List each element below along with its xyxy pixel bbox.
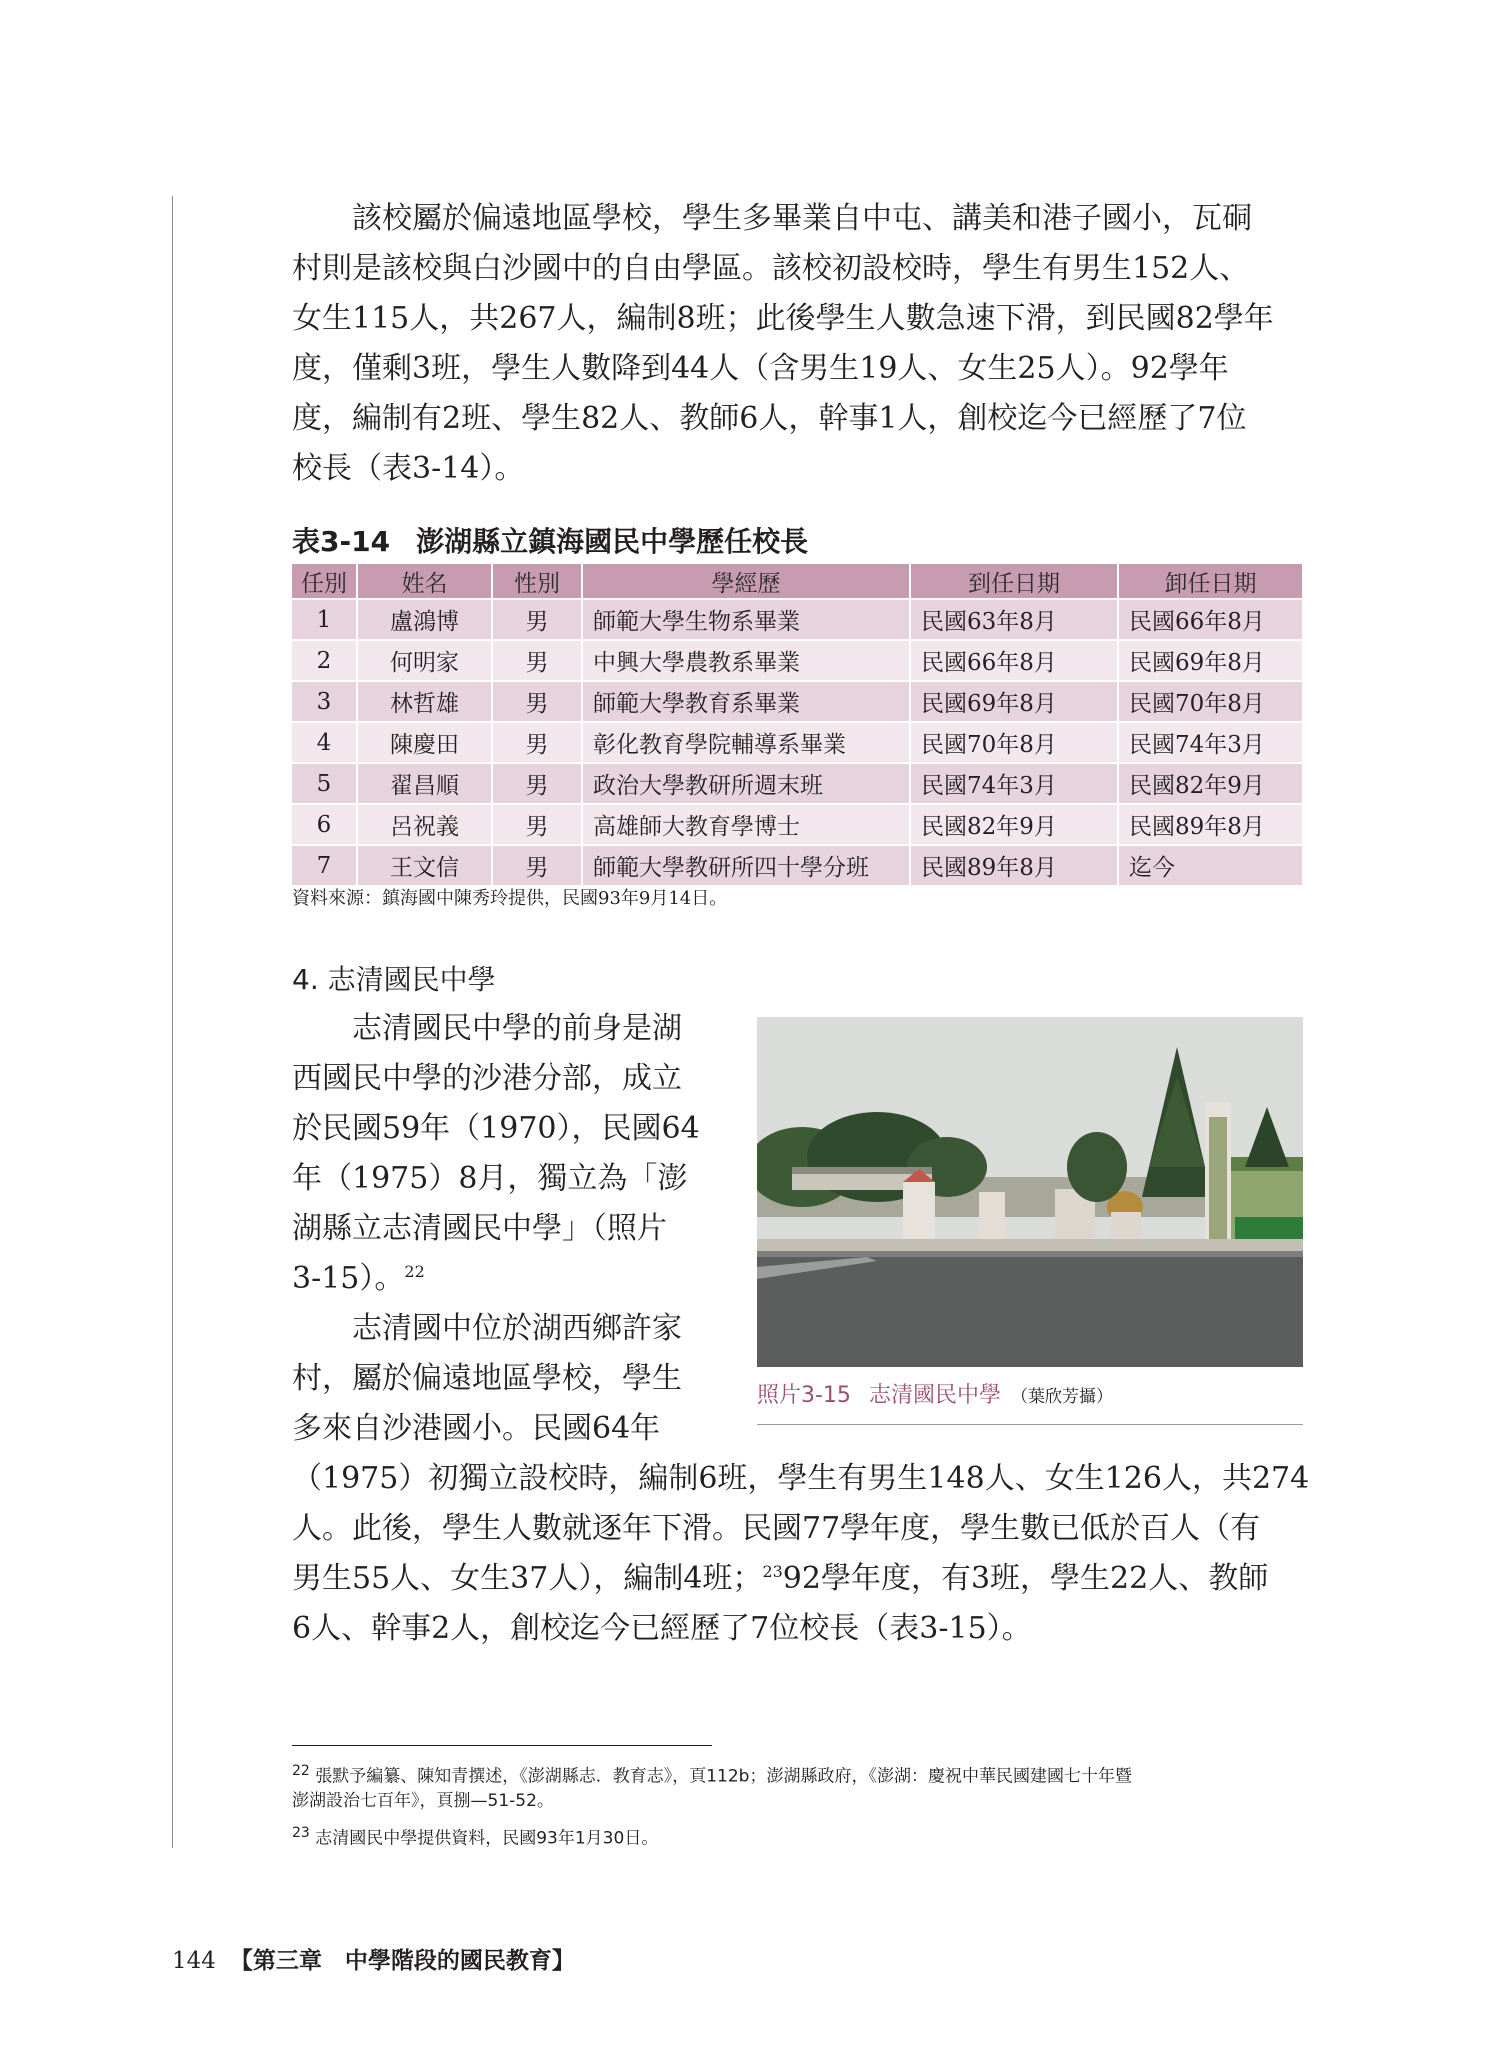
cell: 7: [292, 845, 357, 885]
col-header: 姓名: [357, 564, 492, 599]
principals-table: [292, 564, 1304, 885]
cell: 師範大學生物系畢業: [582, 599, 910, 640]
cell: 盧鴻博: [357, 599, 492, 640]
table-row: [292, 640, 1303, 681]
cell: 民國89年8月: [910, 845, 1118, 885]
text-line: 湖縣立志清國民中學」（照片: [292, 1211, 667, 1246]
text-line: 校長（表3-14）。: [292, 451, 525, 486]
cell: 民國69年8月: [1118, 640, 1303, 681]
cell: 師範大學教育系畢業: [582, 681, 910, 722]
footnote-number: 23: [292, 1825, 310, 1841]
cell: 何明家: [357, 640, 492, 681]
table-header-row: [292, 564, 1303, 599]
text-fragment: 92學年度，有3班，學生22人、教師: [782, 1561, 1269, 1596]
table-row: [292, 845, 1303, 885]
footnote-rule: [292, 1745, 712, 1746]
cell: 師範大學教研所四十學分班: [582, 845, 910, 885]
col-header: 卸任日期: [1118, 564, 1303, 599]
footnote-ref-22: 22: [404, 1262, 425, 1281]
text-line: 多來自沙港國小。民國64年: [292, 1411, 661, 1446]
page-number: 144: [172, 1948, 216, 1974]
cell: 民國66年8月: [910, 640, 1118, 681]
text-line: 志清國中位於湖西鄉許家: [352, 1311, 682, 1346]
cell: 民國74年3月: [910, 763, 1118, 804]
cell: 民國74年3月: [1118, 722, 1303, 763]
text-line: 西國民中學的沙港分部，成立: [292, 1061, 682, 1096]
photo-title: 志清國民中學: [868, 1383, 1001, 1408]
text-line: [292, 1254, 718, 1304]
cell: 民國69年8月: [910, 681, 1118, 722]
footnote-22-cont: 澎湖設治七百年》，頁捌—51-52。: [292, 1791, 554, 1811]
col-header: 性別: [492, 564, 582, 599]
col-header: 任別: [292, 564, 357, 599]
table-title: [292, 520, 808, 560]
footnote-text: 志清國民中學提供資料，民國93年1月30日。: [315, 1828, 659, 1849]
cell: 男: [492, 804, 582, 845]
cell: 3: [292, 681, 357, 722]
text-line: 度，僅剩3班，學生人數降到44人（含男生19人、女生25人）。92學年: [292, 351, 1229, 386]
photo-credit: （葉欣芳攝）: [1010, 1387, 1113, 1407]
cell: 呂祝義: [357, 804, 492, 845]
cell: 男: [492, 599, 582, 640]
table-row: [292, 804, 1303, 845]
text-fragment: 男生55人、女生37人），編制4班；: [292, 1561, 763, 1596]
text-line: [292, 1554, 1269, 1604]
margin-rule: [172, 196, 173, 1848]
table-name: 澎湖縣立鎮海國民中學歷任校長: [416, 525, 809, 558]
cell: 迄今: [1118, 845, 1303, 885]
text-fragment: 3-15）。: [292, 1261, 405, 1296]
cell: 4: [292, 722, 357, 763]
cell: 1: [292, 599, 357, 640]
table-row: [292, 763, 1303, 804]
col-header: 學經歷: [582, 564, 910, 599]
cell: 民國66年8月: [1118, 599, 1303, 640]
paragraph-zhiqing-wide: [292, 1454, 1310, 1654]
table-source: 資料來源：鎮海國中陳秀玲提供，民國93年9月14日。: [292, 888, 728, 909]
text-line: 度，編制有2班、學生82人、教師6人，幹事1人，創校迄今已經歷了7位: [292, 401, 1247, 436]
cell: 翟昌順: [357, 763, 492, 804]
cell: 民國70年8月: [1118, 681, 1303, 722]
cell: 男: [492, 845, 582, 885]
footnote-ref-23: 23: [762, 1562, 783, 1581]
text-line: （1975）初獨立設校時，編制6班，學生有男生148人、女生126人，共274: [292, 1461, 1310, 1496]
cell: 陳慶田: [357, 722, 492, 763]
footnote-text: 張默予編纂、陳知青撰述，《澎湖縣志．教育志》，頁112b；澎湖縣政府，《澎湖：慶祝中華民國建國七十年暨: [315, 1766, 1132, 1787]
text-line: 於民國59年（1970），民國64: [292, 1111, 700, 1146]
cell: 男: [492, 681, 582, 722]
school-gate-photo: [757, 1017, 1303, 1367]
cell: 男: [492, 640, 582, 681]
cell: 民國63年8月: [910, 599, 1118, 640]
cell: 民國70年8月: [910, 722, 1118, 763]
text-line: 人。此後，學生人數就逐年下滑。民國77學年度，學生數已低於百人（有: [292, 1511, 1261, 1546]
page-footer: [172, 1942, 575, 1975]
cell: 6: [292, 804, 357, 845]
text-line: 志清國民中學的前身是湖: [352, 1011, 682, 1046]
cell: 中興大學農教系畢業: [582, 640, 910, 681]
footnote-23: [292, 1818, 658, 1854]
section-heading: 4. 志清國民中學: [292, 963, 496, 996]
cell: 民國82年9月: [1118, 763, 1303, 804]
paragraph-zhenhai: [292, 194, 1274, 494]
photo-number: 照片3-15: [757, 1383, 851, 1408]
cell: 民國89年8月: [1118, 804, 1303, 845]
cell: 男: [492, 763, 582, 804]
paragraph-zhiqing-narrow: [292, 1004, 718, 1454]
cell: 5: [292, 763, 357, 804]
cell: 王文信: [357, 845, 492, 885]
footnote-number: 22: [292, 1763, 310, 1779]
cell: 彰化教育學院輔導系畢業: [582, 722, 910, 763]
text-line: 村，屬於偏遠地區學校，學生: [292, 1361, 682, 1396]
cell: 政治大學教研所週末班: [582, 763, 910, 804]
text-line: 該校屬於偏遠地區學校，學生多畢業自中屯、講美和港子國小，瓦硐: [352, 201, 1252, 236]
photo-caption: [757, 1378, 1113, 1409]
cell: 民國82年9月: [910, 804, 1118, 845]
cell: 林哲雄: [357, 681, 492, 722]
text-line: 6人、幹事2人，創校迄今已經歷了7位校長（表3-15）。: [292, 1611, 1032, 1646]
table-row: [292, 599, 1303, 640]
text-line: 年（1975）8月，獨立為「澎: [292, 1161, 688, 1196]
text-line: 女生115人，共267人，編制8班；此後學生人數急速下滑，到民國82學年: [292, 301, 1274, 336]
chapter-title: 【第三章 中學階段的國民教育】: [229, 1947, 575, 1974]
col-header: 到任日期: [910, 564, 1118, 599]
text-line: 村則是該校與白沙國中的自由學區。該校初設校時，學生有男生152人、: [292, 251, 1250, 286]
cell: 男: [492, 722, 582, 763]
table-row: [292, 681, 1303, 722]
caption-rule: [757, 1424, 1303, 1425]
table-row: [292, 722, 1303, 763]
cell: 高雄師大教育學博士: [582, 804, 910, 845]
table-number: 表3-14: [292, 525, 391, 558]
cell: 2: [292, 640, 357, 681]
